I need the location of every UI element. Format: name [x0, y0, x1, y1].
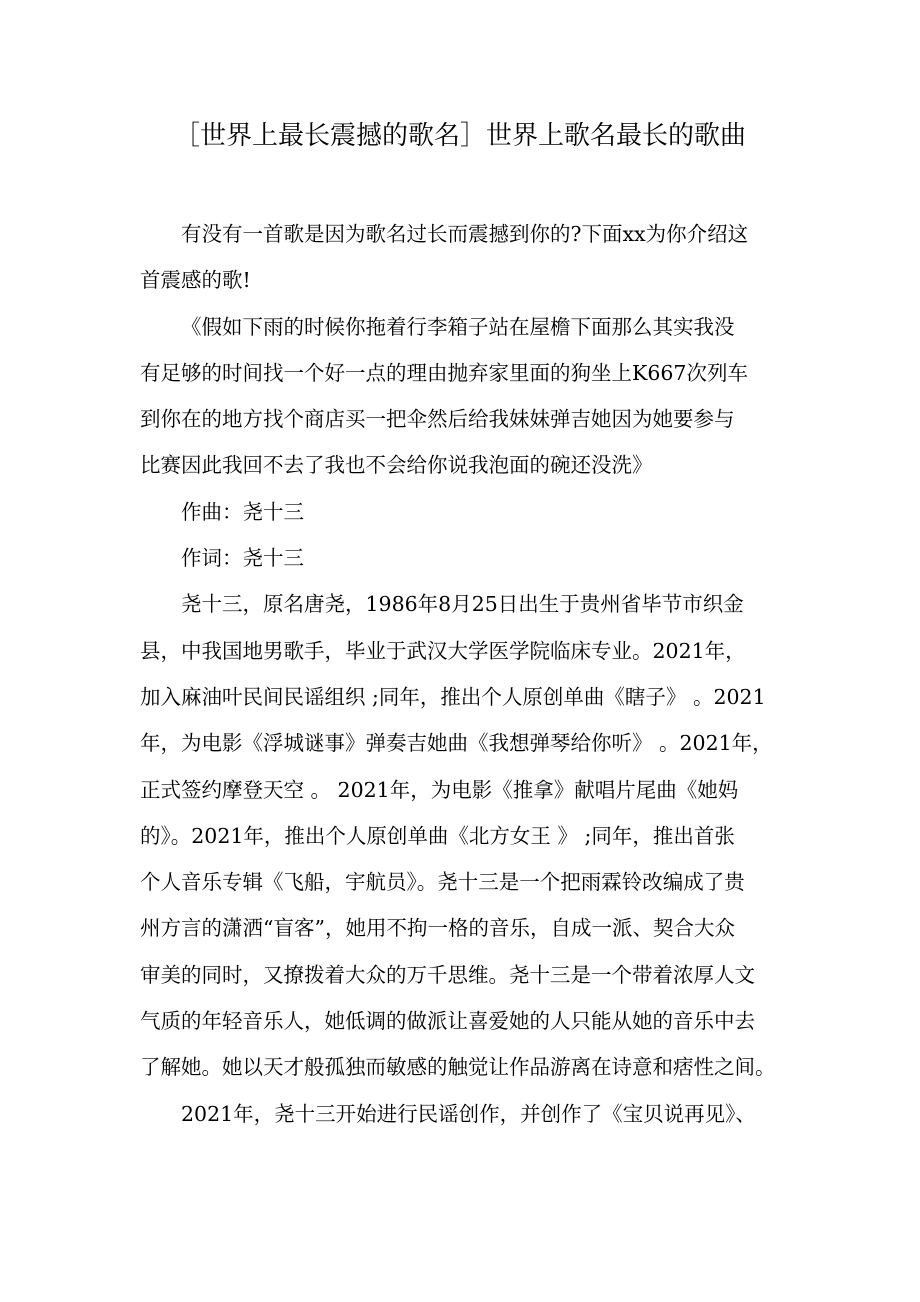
song-title-line-4: 比赛因此我回不去了我也不会给你说我泡面的碗还没洗》: [140, 453, 653, 478]
song-title-line-2: 有足够的时间找一个好一点的理由抛弃家里面的狗坐上K667次列车: [140, 360, 748, 385]
song-title-line-1: 《假如下雨的时候你拖着行李箱子站在屋檐下面那么其实我没: [181, 314, 735, 339]
bio-line-1: 尧十三，原名唐尧，1986年8月25日出生于贵州省毕节市织金: [181, 592, 744, 617]
lyricist-credit: 作词：尧十三: [181, 546, 304, 571]
bio-line-8: 州方言的潇洒“盲客”，她用不拘一格的音乐，自成一派、契合大众: [140, 916, 735, 941]
bio-line-3: 加入麻油叶民间民谣组织 ;同年，推出个人原创单曲《瞎子》 。2021: [140, 684, 766, 709]
bio-line-7: 个人音乐专辑《飞船，宇航员》。尧十三是一个把雨霖铃改编成了贵: [140, 870, 745, 895]
bio-line-4: 年，为电影《浮城谜事》弹奏吉她曲《我想弹琴给你听》 。2021年，: [140, 731, 773, 756]
paragraph-intro-line-2: 首震感的歌!: [140, 268, 251, 293]
bio-line-2: 县，中我国地男歌手，毕业于武汉大学医学院临床专业。2021年，: [140, 638, 746, 663]
bio-line-9: 审美的同时，又撩拨着大众的万千思维。尧十三是一个带着浓厚人文: [140, 962, 755, 987]
song-title-line-3: 到你在的地方找个商店买一把伞然后给我妹妹弹吉她因为她要参与: [140, 407, 735, 432]
document-title: ［世界上最长震撼的歌名］世界上歌名最长的歌曲: [173, 121, 746, 151]
bio-line-5: 正式签约摩登天空 。 2021年，为电影《推拿》献唱片尾曲《她妈: [140, 777, 739, 802]
paragraph-intro-line-1: 有没有一首歌是因为歌名过长而震撼到你的?下面xx为你介绍这: [181, 222, 749, 246]
creation-paragraph-line-1: 2021年，尧十三开始进行民谣创作，并创作了《宝贝说再见》、: [181, 1101, 756, 1126]
bio-line-6: 的》。2021年，推出个人原创单曲《北方女王 》 ;同年，推出首张: [140, 823, 735, 848]
document-body: [140, 211, 790, 1137]
composer-credit: 作曲：尧十三: [181, 499, 304, 524]
bio-line-11: 了解她。她以天才般孤独而敏感的触觉让作品游离在诗意和痞性之间。: [140, 1055, 776, 1080]
bio-line-10: 气质的年轻音乐人，她低调的做派让喜爱她的人只能从她的音乐中去: [140, 1009, 755, 1034]
